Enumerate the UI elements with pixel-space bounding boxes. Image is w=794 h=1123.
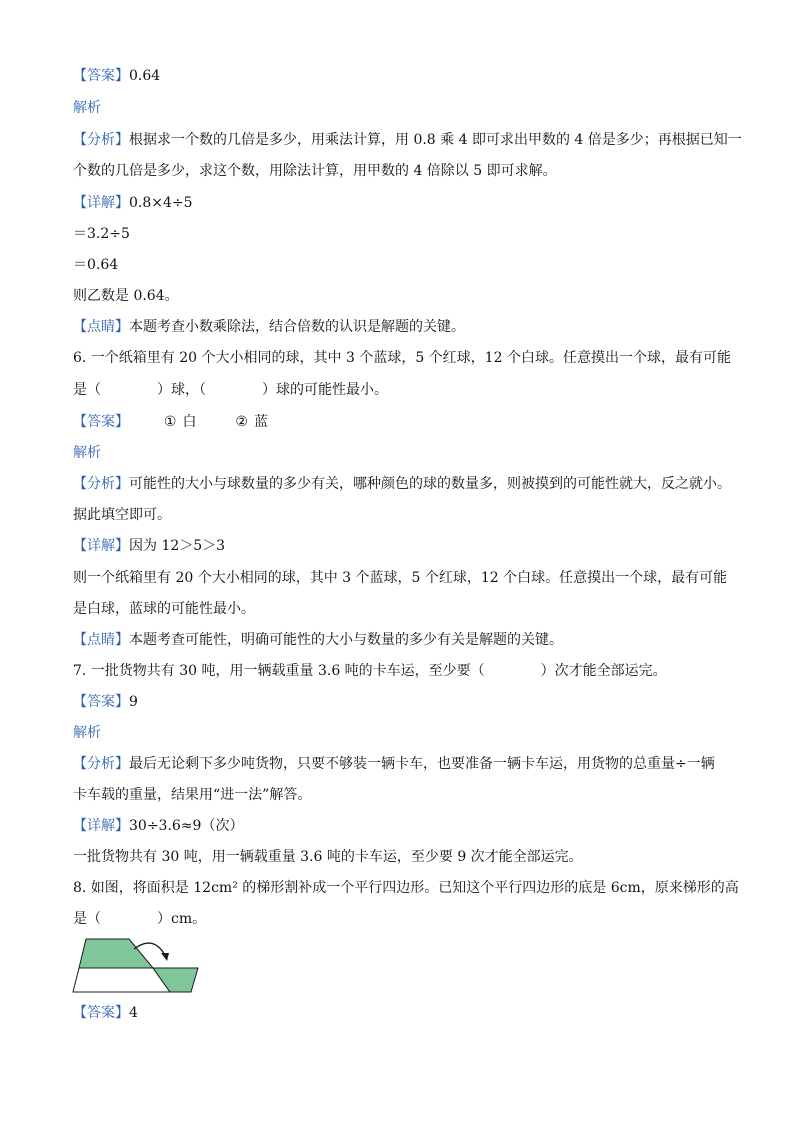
- dianjing-line: [73, 317, 753, 337]
- question-text: 是（ ）cm。: [73, 911, 207, 927]
- text-content: 个数的几倍是多少，求这个数，用除法计算，用甲数的 4 倍除以 5 即可求解。: [73, 163, 557, 179]
- fenxi-tag: 【分析】: [73, 756, 129, 772]
- fenxi-line: [73, 754, 753, 774]
- question-line: [73, 909, 753, 929]
- text-line: [73, 505, 753, 525]
- text-content: ＝3.2÷5: [73, 226, 130, 242]
- xiangjie-text: 30÷3.6≈9（次）: [129, 818, 244, 834]
- dianjing-tag: 【点睛】: [73, 632, 129, 648]
- text-line: [73, 286, 753, 306]
- question-text: 7. 一批货物共有 30 吨，用一辆载重量 3.6 吨的卡车运，至少要（ ）次才能全部运完。: [73, 663, 667, 679]
- answer-line: [73, 692, 753, 712]
- text-line: [73, 224, 753, 244]
- analysis-tag: 解析: [73, 445, 101, 461]
- xiangjie-line: [73, 816, 753, 836]
- text-content: 一批货物共有 30 吨，用一辆载重量 3.6 吨的卡车运，至少要 9 次才能全部运完。: [73, 849, 583, 865]
- analysis-tag: 解析: [73, 100, 101, 116]
- question-line: [73, 348, 753, 368]
- dianjing-text: 本题考查可能性，明确可能性的大小与数量的多少有关是解题的关键。: [129, 632, 563, 648]
- text-line: [73, 847, 753, 867]
- text-line: [73, 255, 753, 275]
- fenxi-tag: 【分析】: [73, 132, 129, 148]
- answer-value: 9: [129, 694, 138, 710]
- analysis-tag: 解析: [73, 725, 101, 741]
- answer-tag: 【答案】: [73, 68, 129, 84]
- answer-tag: 【答案】: [73, 1005, 129, 1021]
- analysis-heading: [73, 443, 753, 463]
- answer-line: [73, 412, 753, 432]
- analysis-heading: [73, 98, 753, 118]
- xiangjie-line: [73, 193, 753, 213]
- answer-value-2: 蓝: [253, 414, 268, 430]
- dianjing-text: 本题考查小数乘除法，结合倍数的认识是解题的关键。: [129, 319, 465, 335]
- text-content: 卡车载的重量，结果用“进一法”解答。: [73, 787, 312, 803]
- question-text: 8. 如图，将面积是 12cm² 的梯形割补成一个平行四边形。已知这个平行四边形的底是 6cm，原来梯形的高: [73, 880, 739, 896]
- dianjing-line: [73, 630, 753, 650]
- answer-value-1: 白: [182, 414, 197, 430]
- answer-value: 0.64: [129, 68, 161, 84]
- text-line: [73, 161, 753, 181]
- text-content: 则乙数是 0.64。: [73, 288, 179, 304]
- answer-tag: 【答案】: [73, 414, 129, 430]
- fenxi-text: 可能性的大小与球数量的多少有关，哪种颜色的球的数量多，则被摸到的可能性就大，反之就小。: [129, 476, 731, 492]
- answer-tag: 【答案】: [73, 694, 129, 710]
- fenxi-line: [73, 130, 753, 150]
- xiangjie-tag: 【详解】: [73, 195, 129, 211]
- xiangjie-text: 因为 12＞5＞3: [129, 538, 226, 554]
- answer-value: 4: [129, 1005, 138, 1021]
- answer-line: [73, 1003, 753, 1023]
- text-line: [73, 568, 753, 588]
- text-line: [73, 599, 753, 619]
- text-content: 则一个纸箱里有 20 个大小相同的球，其中 3 个蓝球，5 个红球，12 个白球。任意摸出一个球，最有可能: [73, 570, 728, 586]
- dianjing-tag: 【点睛】: [73, 319, 129, 335]
- arrow-head-icon: [161, 953, 169, 961]
- fenxi-text: 根据求一个数的几倍是多少，用乘法计算，用 0.8 乘 4 即可求出甲数的 4 倍是多少；再根据已知一: [129, 132, 742, 148]
- question-line: [73, 878, 753, 898]
- text-content: 据此填空即可。: [73, 507, 171, 523]
- trapezoid-top-green: [79, 939, 153, 968]
- xiangjie-line: [73, 536, 753, 556]
- answer-number-2: ②: [235, 414, 248, 430]
- question-line: [73, 661, 753, 681]
- fenxi-text: 最后无论剩下多少吨货物，只要不够装一辆卡车，也要准备一辆卡车运，用货物的总重量÷一辆: [129, 756, 715, 772]
- xiangjie-text: 0.8×4÷5: [129, 195, 193, 211]
- text-content: ＝0.64: [73, 257, 119, 273]
- fenxi-tag: 【分析】: [73, 476, 129, 492]
- text-content: 是白球，蓝球的可能性最小。: [73, 601, 255, 617]
- xiangjie-tag: 【详解】: [73, 818, 129, 834]
- question-text: 是（ ）球，（ ）球的可能性最小。: [73, 382, 388, 398]
- trapezoid-figure: [72, 936, 202, 998]
- question-line: [73, 380, 753, 400]
- answer-line: [73, 66, 753, 86]
- analysis-heading: [73, 723, 753, 743]
- text-line: [73, 785, 753, 805]
- xiangjie-tag: 【详解】: [73, 538, 129, 554]
- fenxi-line: [73, 474, 753, 494]
- answer-number-1: ①: [163, 414, 177, 430]
- question-text: 6. 一个纸箱里有 20 个大小相同的球，其中 3 个蓝球，5 个红球，12 个白球。任意摸出一个球，最有可能: [73, 350, 731, 366]
